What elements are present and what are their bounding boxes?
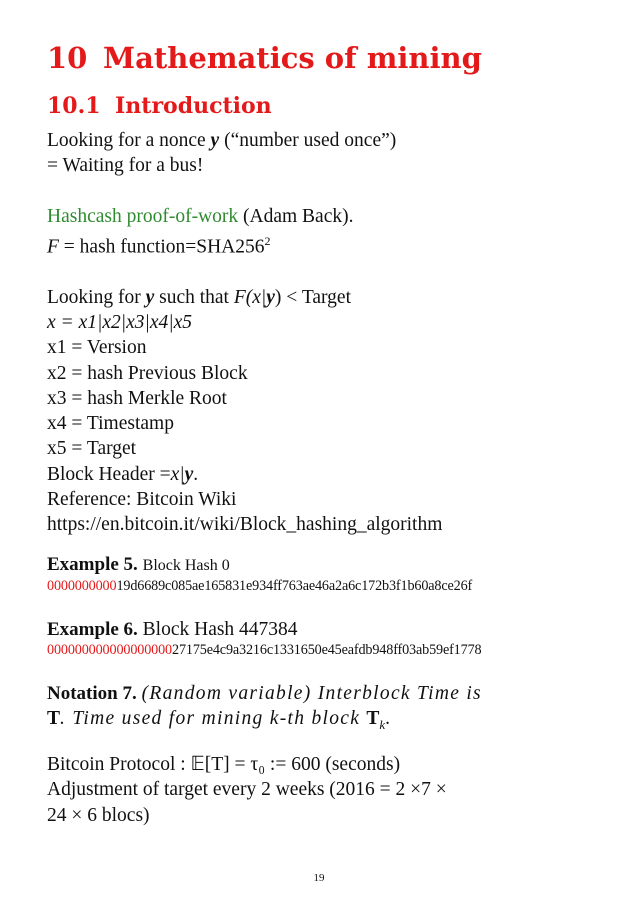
section-number: 10 [47,41,88,75]
example-6-title: Block Hash 447384 [142,618,298,640]
protocol-line-1: Bitcoin Protocol : 𝔼[T] = τ₀ := 600 (seconds) [47,754,401,776]
intro-line-2: = Waiting for a bus! [47,155,204,177]
subsection-number: 10.1 [47,93,101,119]
protocol-line-2: Adjustment of target every 2 weeks (2016 = 2 ×7 × [47,779,447,801]
protocol-paragraph [47,752,617,828]
notation-text-1: (Random variable) Interblock Time is [141,683,482,705]
example-6-hash: 00000000000000000027175e4c9a3216c1331650e45eafdb948ff03ab59ef1778 [47,642,482,659]
section-heading [47,40,617,76]
example-5-label: Example 5. [47,553,138,575]
hashcash-line: Hashcash proof-of-work (Adam Back). [47,205,354,227]
block-header-line: Block Header =x|y. [47,463,199,485]
notation-label: Notation 7. [47,683,137,705]
section-title: Mathematics of mining [103,41,482,75]
hashcash-paragraph [47,204,617,260]
x5-line: x5 = Target [47,438,137,460]
example-5 [47,552,617,595]
hashcash-link[interactable]: Hashcash proof-of-work [47,205,239,227]
page-number: 19 [313,872,325,884]
reference-line: Reference: Bitcoin Wiki [47,489,237,511]
notation-7: Notation 7. (Random variable) Interblock Time is T. Time used for mining k-th block $T_k$. [47,683,482,733]
example-6 [47,617,617,659]
page-content [47,40,617,828]
subsection-heading [47,92,617,120]
example-5-title: Block Hash 0 [142,556,230,574]
x4-line: x4 = Timestamp [47,413,174,435]
intro-line-1: Looking for a nonce y (“number used once”) [47,130,397,151]
subsection-title: Introduction [115,93,272,119]
x3-line: x3 = hash Merkle Root [47,387,227,409]
condition-line: Looking for y such that F(x|y) < Target [47,286,351,308]
example-6-label: Example 6. [47,618,138,640]
x1-line: x1 = Version [47,337,147,359]
protocol-line-3: 24 × 6 blocs) [47,804,150,826]
x2-line: x2 = hash Previous Block [47,362,248,384]
looking-paragraph [47,285,617,538]
example-5-hash: 000000000019d6689c085ae165831e934ff763ae46a2a6c172b3f1b60a8ce26f [47,577,473,594]
reference-url[interactable]: https://en.bitcoin.it/wiki/Block_hashing_algorithm [47,514,443,536]
intro-paragraph [47,128,617,179]
x-definition: x = x1|x2|x3|x4|x5 [47,311,193,333]
hash-function-line: F = hash $function=SHA256^2$ [47,233,271,258]
